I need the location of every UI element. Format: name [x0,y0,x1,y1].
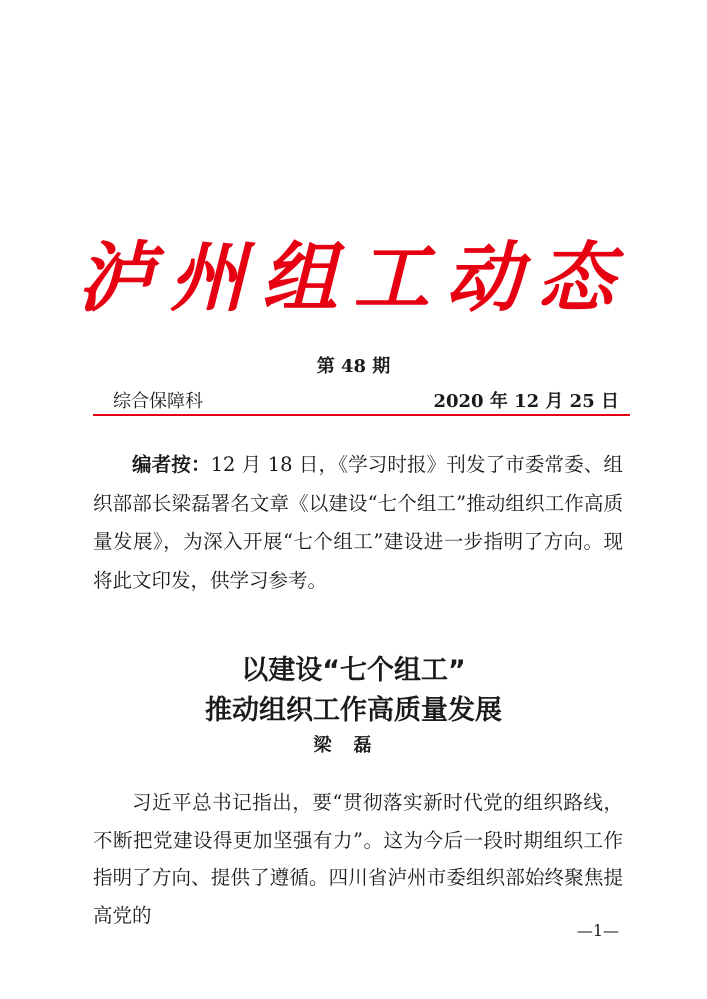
page-number: —1— [576,921,619,940]
department-name: 综合保障科 [113,391,203,412]
article-body: 习近平总书记指出，要“贯彻落实新时代党的组织路线，不断把党建设得更加坚强有力”。这为今后一段时期组织工作指明了方向、提供了遵循。四川省泸州市委组织部始终聚焦提高党的 [93,791,623,927]
header-divider [93,414,630,416]
masthead-title: 泸州组工动态 [77,233,630,322]
publish-date: 2020 年 12 月 25 日 [433,391,619,412]
editor-note-label: 编者按： [132,453,211,476]
editor-note [93,446,623,600]
article-title-line1: 以建设“七个组工” [241,655,466,686]
editor-note-text: 12 月 18 日，《学习时报》刊发了市委常委、组织部部长梁磊署名文章《以建设“七个组工”推动组织工作高质量发展》，为深入开展“七个组工”建设进一步指明了方向。现将此文印发，供学习参考。 [93,453,623,592]
article-author: 梁磊 [313,735,394,756]
issue-number: 第 48 期 [316,356,391,377]
article-title-line2: 推动组织工作高质量发展 [205,695,502,726]
